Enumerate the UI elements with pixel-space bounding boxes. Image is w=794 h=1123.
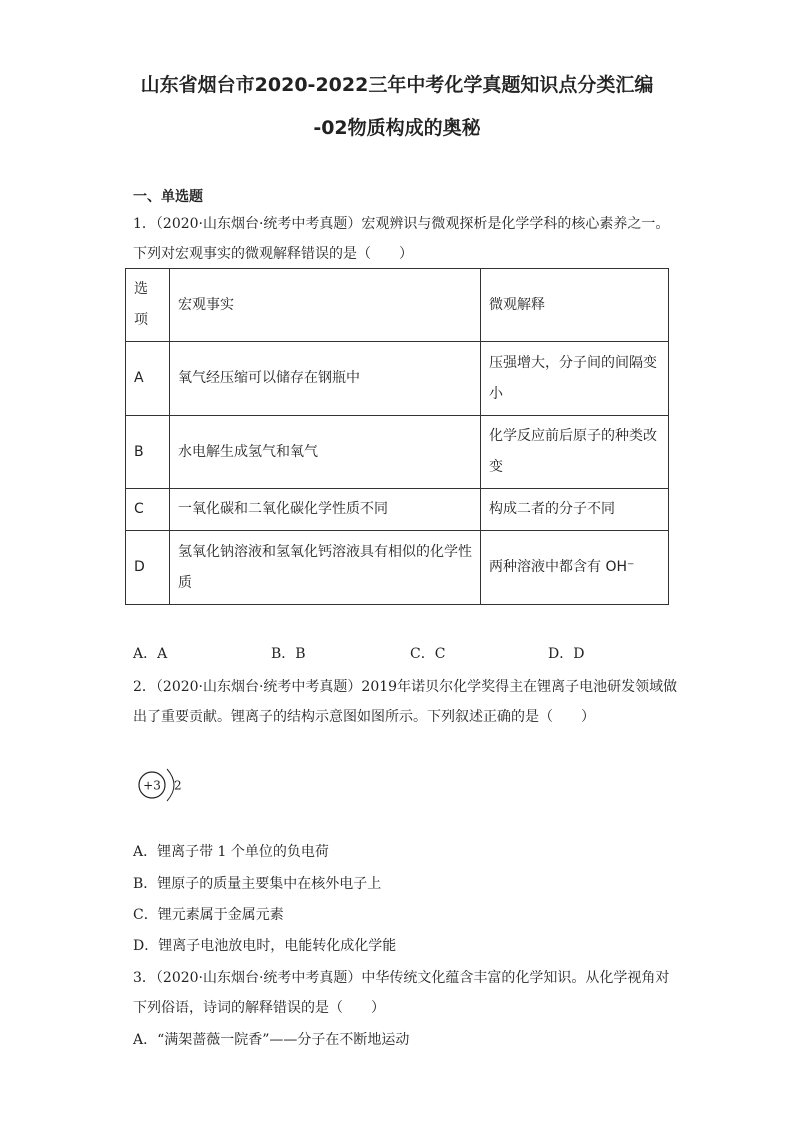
table-header-row bbox=[126, 269, 669, 342]
table-cell-explanation: 两种溶液中都含有 OH⁻ bbox=[481, 531, 669, 605]
q1-stem-line2: 下列对宏观事实的微观解释错误的是（ ） bbox=[133, 246, 413, 262]
q3-stem-line2: 下列俗语，诗词的解释错误的是（ ） bbox=[133, 1000, 385, 1016]
q2-option-a[interactable]: A．锂离子带 1 个单位的负电荷 bbox=[133, 844, 329, 860]
table-row bbox=[126, 489, 669, 531]
table-row bbox=[126, 416, 669, 489]
table-row bbox=[126, 342, 669, 416]
q1-table bbox=[125, 268, 669, 605]
q1-option-a[interactable]: A．A bbox=[133, 646, 168, 662]
q2-stem-line2: 出了重要贡献。锂离子的结构示意图如图所示。下列叙述正确的是（ ） bbox=[133, 709, 595, 725]
lithium-ion-structure-diagram bbox=[136, 765, 196, 805]
q1-stem-line1: 1．（2020·山东烟台·统考中考真题）宏观辨识与微观探析是化学学科的核心素养之一。 bbox=[133, 216, 670, 232]
q1-option-d[interactable]: D．D bbox=[548, 646, 585, 662]
q2-option-c[interactable]: C．锂元素属于金属元素 bbox=[133, 907, 284, 923]
table-header-fact: 宏观事实 bbox=[170, 269, 481, 342]
table-cell-fact: 氢氧化钠溶液和氢氧化钙溶液具有相似的化学性质 bbox=[170, 531, 481, 605]
q3-option-a[interactable]: A．“满架蔷薇一院香”——分子在不断地运动 bbox=[133, 1032, 410, 1048]
q2-option-d[interactable]: D．锂离子电池放电时，电能转化成化学能 bbox=[133, 938, 397, 954]
q2-option-b[interactable]: B．锂原子的质量主要集中在核外电子上 bbox=[133, 876, 382, 892]
section-heading: 一、单选题 bbox=[133, 189, 203, 205]
table-cell-option: A bbox=[126, 342, 170, 416]
nucleus-charge-label: +3 bbox=[143, 778, 161, 793]
table-cell-fact: 水电解生成氢气和氧气 bbox=[170, 416, 481, 489]
q1-option-b[interactable]: B．B bbox=[271, 646, 306, 662]
table-cell-fact: 氧气经压缩可以储存在钢瓶中 bbox=[170, 342, 481, 416]
table-cell-explanation: 压强增大，分子间的间隔变小 bbox=[481, 342, 669, 416]
q2-stem-line1: 2．（2020·山东烟台·统考中考真题）2019年诺贝尔化学奖得主在锂离子电池研发领域做 bbox=[133, 679, 678, 695]
electron-count-label: 2 bbox=[174, 778, 182, 793]
table-cell-explanation: 化学反应前后原子的种类改变 bbox=[481, 416, 669, 489]
table-cell-option: D bbox=[126, 531, 170, 605]
table-cell-explanation: 构成二者的分子不同 bbox=[481, 489, 669, 531]
table-header-explanation: 微观解释 bbox=[481, 269, 669, 342]
table-header-option: 选项 bbox=[126, 269, 170, 342]
document-title-line2: -02物质构成的奥秘 bbox=[313, 117, 481, 139]
table-cell-option: B bbox=[126, 416, 170, 489]
q3-stem-line1: 3．（2020·山东烟台·统考中考真题）中华传统文化蕴含丰富的化学知识。从化学视角对 bbox=[133, 970, 670, 986]
table-row bbox=[126, 531, 669, 605]
q1-option-c[interactable]: C．C bbox=[410, 646, 446, 662]
table-cell-option: C bbox=[126, 489, 170, 531]
document-title-line1: 山东省烟台市2020-2022三年中考化学真题知识点分类汇编 bbox=[140, 74, 654, 96]
table-cell-fact: 一氧化碳和二氧化碳化学性质不同 bbox=[170, 489, 481, 531]
